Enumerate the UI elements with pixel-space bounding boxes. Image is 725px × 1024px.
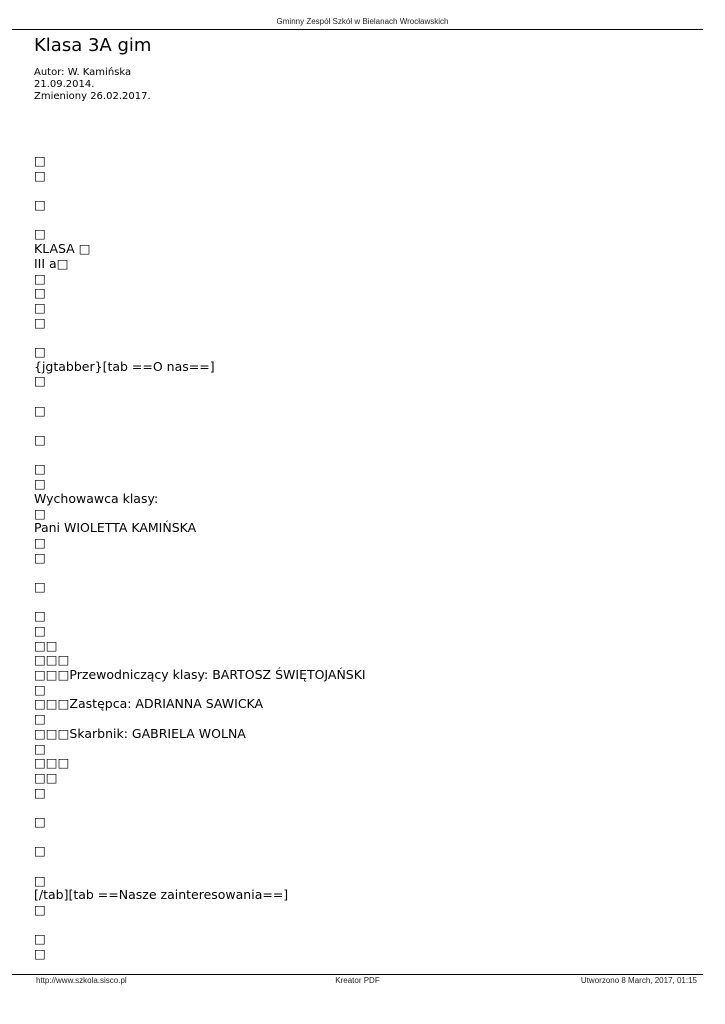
body-line: □□□Skarbnik: GABRIELA WOLNA: [34, 725, 246, 741]
body-line: □: [34, 813, 46, 829]
page-header-title: Gminny Zespół Szkół w Bielanach Wrocławskich: [276, 17, 449, 26]
body-line: □: [34, 549, 46, 565]
body-line: □: [34, 270, 46, 286]
body-line: [34, 859, 705, 874]
document-title: Klasa 3A gim: [34, 35, 152, 56]
body-line: □□□Zastępca: ADRIANNA SAWICKA: [34, 696, 264, 712]
body-line: □□□: [34, 755, 70, 771]
body-line: □: [34, 153, 46, 168]
body-line: {jgtabber}[tab ==O nas==]: [34, 358, 215, 374]
document-meta: [34, 67, 151, 103]
body-line: □: [34, 711, 46, 727]
body-line: [34, 389, 705, 404]
body-line: □□: [34, 637, 58, 653]
body-line: □: [34, 784, 46, 800]
body-line: □□□: [34, 652, 70, 668]
body-line: □: [34, 681, 46, 697]
body-line: □□: [34, 769, 58, 785]
body-line: □: [34, 902, 46, 918]
footer-divider: [12, 974, 703, 975]
body-line: □: [34, 461, 46, 477]
body-line: □: [34, 402, 46, 418]
body-line: □: [34, 623, 46, 638]
author-line: Autor: W. Kamińska: [34, 67, 132, 78]
body-line: □: [34, 197, 46, 213]
body-line: KLASA □: [34, 241, 91, 257]
body-line: [34, 595, 705, 610]
body-line: □: [34, 608, 46, 624]
body-line: □: [34, 314, 46, 330]
body-line: □: [34, 946, 46, 962]
modified-date: Zmieniony 26.02.2017.: [34, 91, 151, 102]
document-body: [34, 154, 705, 962]
body-line: Pani WIOLETTA KAMIŃSKA: [34, 520, 197, 536]
body-line: [34, 213, 705, 228]
body-line: □□□Przewodniczący klasy: BARTOSZ ŚWIĘTOJAŃSKI: [34, 667, 366, 683]
body-line: Wychowawca klasy:: [34, 490, 159, 506]
page-footer: [12, 976, 703, 988]
body-line: □: [34, 226, 46, 242]
body-line: □: [34, 167, 46, 183]
body-line: III a□: [34, 255, 69, 271]
footer-generator: Kreator PDF: [335, 976, 380, 985]
footer-url[interactable]: http://www.szkola.sisco.pl: [36, 976, 127, 985]
body-line: [34, 800, 705, 815]
body-line: □: [34, 343, 46, 359]
body-line: [34, 448, 705, 463]
body-line: [34, 418, 705, 433]
body-line: □: [34, 740, 46, 756]
created-date: 21.09.2014.: [34, 79, 95, 90]
body-line: [34, 183, 705, 198]
body-line: □: [34, 299, 46, 315]
body-line: [34, 565, 705, 580]
body-line: □: [34, 285, 46, 301]
body-line: □: [34, 534, 46, 550]
body-line: □: [34, 476, 46, 492]
body-line: [34, 830, 705, 845]
footer-timestamp: Utworzono 8 March, 2017, 01:15: [580, 976, 697, 985]
body-line: □: [34, 931, 46, 947]
body-line: □: [34, 373, 46, 389]
body-line: □: [34, 432, 46, 448]
body-line: □: [34, 505, 46, 521]
body-line: [34, 918, 705, 933]
body-line: [/tab][tab ==Nasze zainteresowania==]: [34, 887, 289, 903]
body-line: □: [34, 843, 46, 859]
body-line: □: [34, 578, 46, 594]
body-line: □: [34, 872, 46, 888]
header-divider: [12, 29, 703, 30]
body-line: [34, 330, 705, 345]
